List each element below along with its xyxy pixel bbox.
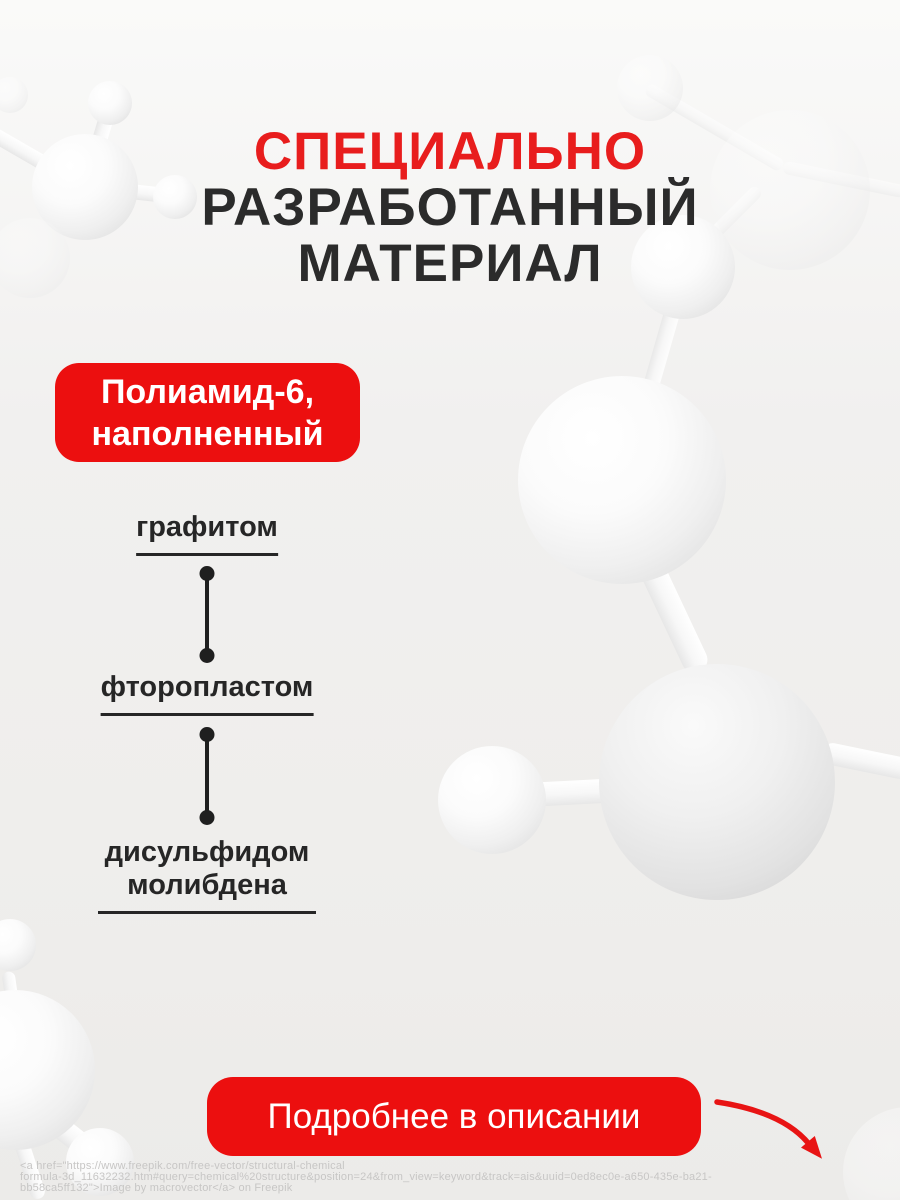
details-button[interactable]: Подробнее в описании	[207, 1077, 701, 1156]
attribution-text	[20, 1161, 886, 1193]
title-line-3: МАТЕРИАЛ	[297, 234, 603, 293]
molecule-sphere	[599, 664, 835, 900]
molecule-sphere	[88, 81, 132, 125]
material-badge-line-2: наполненный	[91, 414, 324, 453]
filler-item-fluoroplast: фторопластом	[101, 671, 314, 716]
material-badge	[55, 363, 360, 462]
molecule-sphere	[438, 746, 546, 854]
connector-line	[205, 573, 209, 656]
molecule-sphere	[0, 919, 36, 971]
filler-item-molybdenum-disulfide: дисульфидом молибдена	[98, 836, 316, 914]
molecule-sphere	[617, 55, 683, 121]
page-title	[0, 124, 900, 292]
title-line-1: СПЕЦИАЛЬНО	[253, 122, 647, 181]
filler-item-graphite: графитом	[136, 511, 278, 556]
attribution-line-1: <a href="https://www.freepik.com/free-vector/structural-chemical	[20, 1160, 345, 1172]
connector-line	[205, 734, 209, 818]
material-badge-line-1: Полиамид-6,	[100, 372, 315, 411]
molecule-sphere	[518, 376, 726, 584]
attribution-line-2: formula-3d_11632232.htm#query=chemical%20structure&position=24&from_view=keyword&track=ais&uuid=0ed8ec0e-a650-435e-ba21-	[20, 1170, 712, 1183]
molecule-sphere	[0, 990, 95, 1150]
attribution-line-3: bb58ca5ff132">Image by macrovector</a> on Freepik	[20, 1181, 293, 1194]
title-line-2: РАЗРАБОТАННЫЙ	[201, 178, 699, 237]
molecule-sphere	[0, 77, 28, 113]
